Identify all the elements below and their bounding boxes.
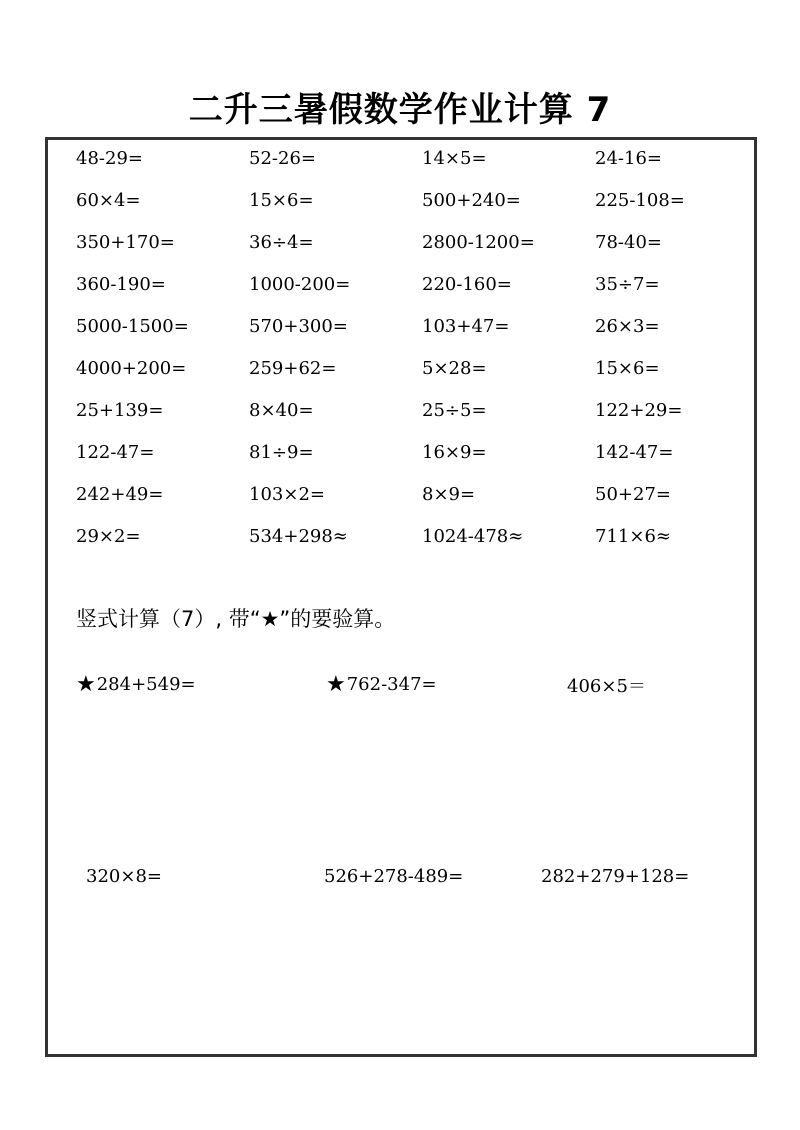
star-icon: ★: [326, 672, 346, 697]
oral-problem: 48-29=: [76, 148, 143, 169]
oral-problem: 16×9=: [422, 442, 487, 463]
star-icon: ★: [76, 672, 96, 697]
oral-problem: 25+139=: [76, 400, 164, 421]
oral-problem: 15×6=: [249, 190, 314, 211]
oral-problem: 711×6≈: [595, 526, 671, 547]
oral-problem: 36÷4=: [249, 232, 314, 253]
oral-problem: 26×3=: [595, 316, 660, 337]
oral-row: [76, 274, 766, 304]
oral-row: [76, 442, 766, 472]
oral-problem: 35÷7=: [595, 274, 660, 295]
oral-problem: 1000-200=: [249, 274, 351, 295]
oral-problem: 81÷9=: [249, 442, 314, 463]
oral-problem: 15×6=: [595, 358, 660, 379]
oral-problem: 1024-478≈: [422, 526, 524, 547]
oral-row: [76, 190, 766, 220]
oral-problem: 14×5=: [422, 148, 487, 169]
oral-row: [76, 358, 766, 388]
oral-problem: 122-47=: [76, 442, 155, 463]
oral-problem: 52-26=: [249, 148, 316, 169]
oral-problem: 25÷5=: [422, 400, 487, 421]
oral-problem: 103×2=: [249, 484, 325, 505]
vertical-problem-text: 406×5＝: [567, 676, 646, 697]
vertical-problem: [324, 866, 463, 887]
vertical-problem-text: 284+549=: [96, 674, 196, 695]
vertical-problem-text: 762-347=: [346, 674, 437, 695]
vertical-problem: [567, 672, 646, 698]
oral-problem: 103+47=: [422, 316, 510, 337]
oral-problem: 570+300=: [249, 316, 348, 337]
vertical-problem: [76, 672, 196, 697]
oral-problem: 242+49=: [76, 484, 164, 505]
oral-problem: 225-108=: [595, 190, 685, 211]
oral-problem: 122+29=: [595, 400, 683, 421]
oral-problem: 60×4=: [76, 190, 141, 211]
oral-problem: 4000+200=: [76, 358, 187, 379]
oral-problem: 5000-1500=: [76, 316, 189, 337]
oral-problem: 259+62=: [249, 358, 337, 379]
oral-problem: 5×28=: [422, 358, 487, 379]
vertical-problem: [326, 672, 437, 697]
oral-problem: 50+27=: [595, 484, 671, 505]
oral-problem: 24-16=: [595, 148, 662, 169]
oral-row: [76, 400, 766, 430]
vertical-problem: [86, 866, 162, 887]
vertical-problem-text: 282+279+128=: [541, 866, 690, 887]
page-title: 二升三暑假数学作业计算 7: [188, 90, 612, 130]
vertical-problem: [541, 866, 689, 887]
oral-problem: 360-190=: [76, 274, 166, 295]
vertical-problem-text: 526+278-489=: [324, 866, 464, 887]
oral-problem: 2800-1200=: [422, 232, 535, 253]
oral-problem: 350+170=: [76, 232, 175, 253]
oral-row: [76, 316, 766, 346]
oral-problem: 29×2=: [76, 526, 141, 547]
oral-problem: 8×9=: [422, 484, 476, 505]
oral-row: [76, 148, 766, 178]
oral-problem: 8×40=: [249, 400, 314, 421]
vertical-problem-text: 320×8=: [86, 866, 162, 887]
oral-problem: 500+240=: [422, 190, 521, 211]
oral-problem: 534+298≈: [249, 526, 348, 547]
vertical-calc-instruction: 竖式计算（7）, 带“★”的要验算。: [76, 607, 396, 631]
oral-problem: 220-160=: [422, 274, 512, 295]
oral-problem: 78-40=: [595, 232, 662, 253]
oral-row: [76, 526, 766, 556]
oral-problem: 142-47=: [595, 442, 674, 463]
oral-row: [76, 484, 766, 514]
oral-row: [76, 232, 766, 262]
